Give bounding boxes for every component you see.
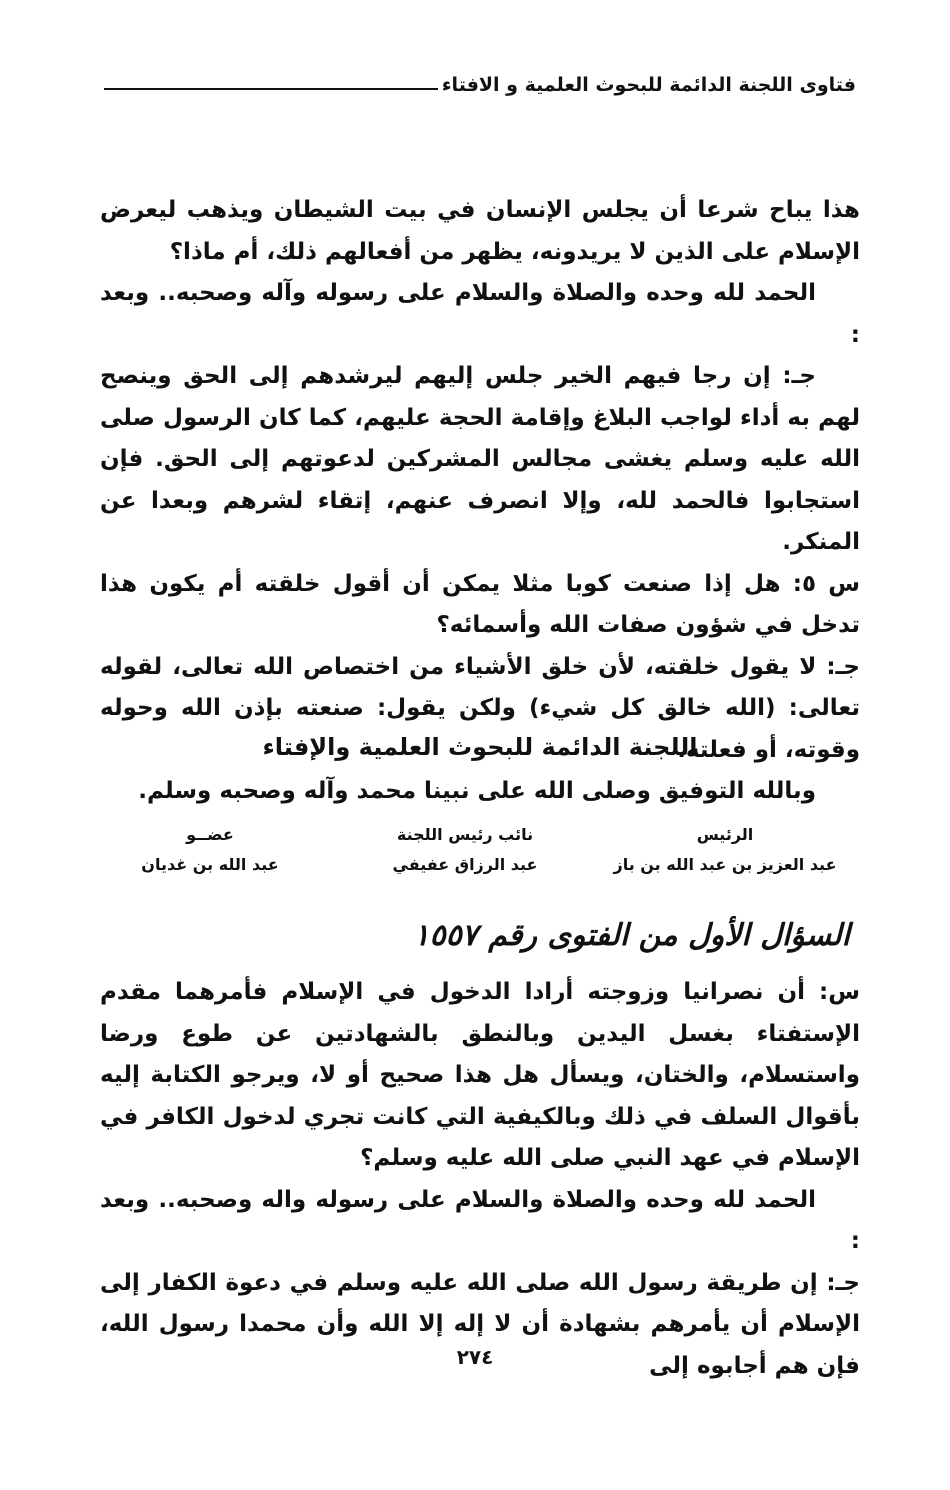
signature-name: عبد العزيز بن عبد الله بن باز <box>613 855 837 874</box>
answer-paragraph: جـ: إن رجا فيهم الخير جلس إليهم ليرشدهم إلى الحق وينصح لهم به أداء لواجب البلاغ وإقامة الحجة عليهم، كما كان الرسول صلى الله عليه وسلم يغشى مجالس المشركين لدعوتهم إلى الحق. فإن استجابوا فالحمد لله، وإلا انصرف عنهم، إتقاء لشرهم وبعدا عن المنكر. <box>100 363 860 555</box>
signature-role: عضــو <box>186 825 234 844</box>
praise-opening: الحمد لله وحده والصلاة والسلام على رسوله وآله وصحبه.. وبعد : <box>100 280 860 348</box>
header-title: فتاوى اللجنة الدائمة للبحوث العلمية و الافتاء <box>441 74 856 96</box>
section-heading: السؤال الأول من الفتوى رقم ١٥٥٧ <box>413 918 850 953</box>
signature-role: الرئيس <box>696 825 754 844</box>
running-header <box>104 74 856 96</box>
signature-president <box>590 820 860 880</box>
question-5: س ٥: هل إذا صنعت كوبا مثلا يمكن أن أقول خلقته أم يكون هذا تدخل في شؤون صفات الله وأسمائه؟ <box>100 570 860 638</box>
question-continuation: هذا يباح شرعا أن يجلس الإنسان في بيت الشيطان ويذهب ليعرض الإسلام على الذين لا يريدونه، يظهر من أفعالهم ذلك، أم ماذا؟ <box>100 197 860 265</box>
signature-name: عبد الله بن غديان <box>141 855 279 874</box>
signature-role: نائب رئيس اللجنة <box>396 825 534 844</box>
fatwa-block-1 <box>100 190 860 813</box>
signature-vice-president <box>340 820 590 880</box>
header-rule <box>104 88 438 90</box>
fatwa-block-2 <box>100 972 860 1387</box>
signature-member <box>100 820 320 880</box>
closing-prayer: وبالله التوفيق وصلى الله على نبينا محمد وآله وصحبه وسلم. <box>138 778 816 804</box>
committee-title: اللجنة الدائمة للبحوث العلمية والإفتاء <box>262 733 698 761</box>
signature-name: عبد الرزاق عفيفي <box>392 855 538 874</box>
answer-1: جـ: إن طريقة رسول الله صلى الله عليه وسلم في دعوة الكفار إلى الإسلام أن يأمرهم بشهادة أن لا إله إلا الله وأن محمدا رسول الله، فإن هم أجابوه إلى <box>100 1269 860 1379</box>
question-1: س: أن نصرانيا وزوجته أرادا الدخول في الإسلام فأمرهما مقدم الإستفتاء بغسل اليدين وبالنطق بالشهادتين عن طوع ورضا واستسلام، والختان، ويسأل هل هذا صحيح أو لا، ويرجو الكتابة إليه بأقوال السلف في ذلك وبالكيفية التي كانت تجري لدخول الكافر في الإسلام في عهد النبي صلى الله عليه وسلم؟ <box>100 979 860 1171</box>
page-number: ٢٧٤ <box>456 1345 494 1369</box>
answer-5: جـ: لا يقول خلقته، لأن خلق الأشياء من اختصاص الله تعالى، لقوله تعالى: (الله خالق كل شيء) ولكن يقول: صنعته بإذن الله وحوله وقوته، أو فعلته. <box>100 653 860 763</box>
praise-opening-2: الحمد لله وحده والصلاة والسلام على رسوله واله وصحبه.. وبعد : <box>100 1186 860 1254</box>
